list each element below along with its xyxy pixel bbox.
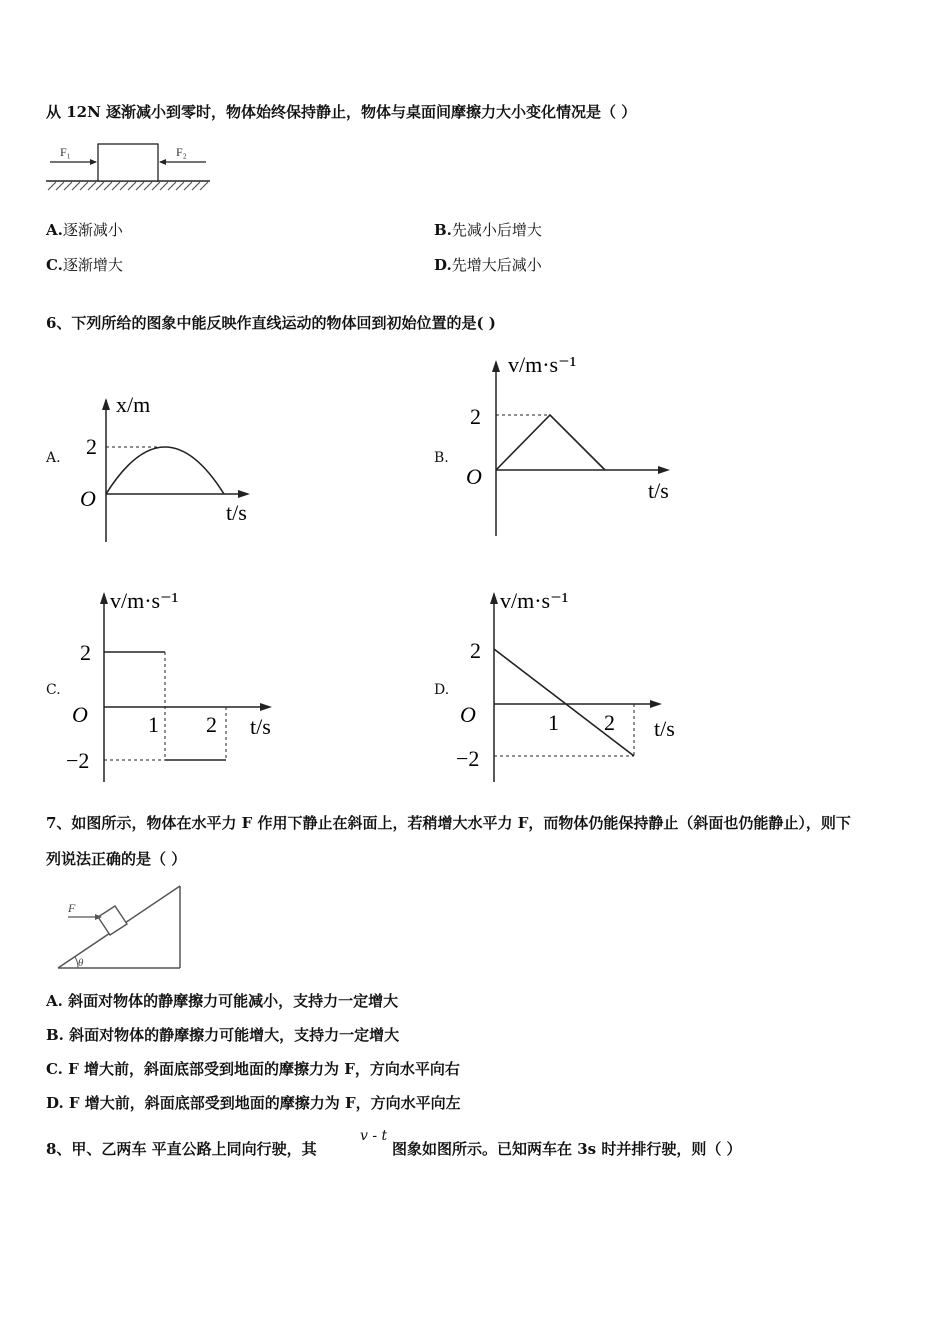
q6-graph-d-xlabel: t/s xyxy=(654,716,675,741)
q5-f2-arrow xyxy=(159,159,206,165)
q6-graph-a-label[interactable]: A. xyxy=(46,450,61,466)
q8-stem-part2: 图象如图所示。已知两车在 3s 时并排行驶，则（ ） xyxy=(392,1140,742,1158)
q5-option-a[interactable]: A.逐渐减小 xyxy=(46,221,123,239)
q6-graph-c-y-tick-pos: 2 xyxy=(80,640,91,665)
q6-graph-c-x-tick-1: 1 xyxy=(148,712,159,737)
q6-graph-a-y-tick: 2 xyxy=(86,434,97,459)
q8-vt-formula: v - t xyxy=(360,1128,388,1144)
q6-stem: 6、下列所给的图象中能反映作直线运动的物体回到初始位置的是( ) xyxy=(46,314,496,332)
q6-graph-d-ylabel: v/m·s⁻¹ xyxy=(500,588,569,613)
q6-graph-c-label[interactable]: C. xyxy=(46,682,61,698)
q6-graph-b-ylabel: v/m·s⁻¹ xyxy=(508,352,577,377)
q5-f2-label: F₂ xyxy=(176,145,187,159)
q6-graph-b-origin: O xyxy=(466,464,482,489)
q6-graph-b[interactable] xyxy=(460,350,680,540)
q8-stem-part1: 8、甲、乙两车 平直公路上同向行驶，其 xyxy=(46,1140,317,1158)
q5-block xyxy=(98,144,158,181)
q6-graph-d-label[interactable]: D. xyxy=(434,682,450,698)
q7-option-c[interactable]: C. F 增大前，斜面底部受到地面的摩擦力为 F，方向水平向右 xyxy=(46,1060,460,1078)
q6-graph-c-y-tick-neg: −2 xyxy=(66,748,90,773)
q6-graph-d[interactable] xyxy=(454,586,694,786)
q6-graph-c[interactable] xyxy=(64,586,304,786)
q6-graph-b-line xyxy=(496,415,605,470)
q6-graph-a-ylabel: x/m xyxy=(116,392,151,417)
q6-graph-d-origin: O xyxy=(460,702,476,727)
q5-stem: 从 12N 逐渐减小到零时，物体始终保持静止，物体与桌面间摩擦力大小变化情况是（ ） xyxy=(46,103,637,121)
q5-ground xyxy=(46,181,210,190)
q7-block xyxy=(98,906,127,935)
q7-angle-label: θ xyxy=(78,957,84,969)
q6-graph-a-curve xyxy=(106,447,224,494)
q6-graph-a-origin: O xyxy=(80,486,96,511)
q5-f1-arrow xyxy=(50,159,97,165)
q6-graph-b-label[interactable]: B. xyxy=(434,450,449,466)
q6-graph-a-xlabel: t/s xyxy=(226,500,247,525)
q7-force-label: F xyxy=(68,901,76,915)
q6-graph-b-y-tick: 2 xyxy=(470,404,481,429)
q6-graph-a[interactable] xyxy=(70,390,270,550)
q6-graph-d-x-tick-1: 1 xyxy=(548,710,559,735)
q5-force-diagram xyxy=(44,140,214,200)
q5-option-d[interactable]: D.先增大后减小 xyxy=(434,256,542,274)
q7-option-d[interactable]: D. F 增大前，斜面底部受到地面的摩擦力为 F，方向水平向左 xyxy=(46,1094,461,1112)
q6-graph-d-y-tick-neg: −2 xyxy=(456,746,480,771)
q6-graph-d-x-tick-2: 2 xyxy=(604,710,615,735)
q6-graph-c-origin: O xyxy=(72,702,88,727)
q7-option-b[interactable]: B. 斜面对物体的静摩擦力可能增大，支持力一定增大 xyxy=(46,1026,400,1044)
q6-graph-c-x-tick-2: 2 xyxy=(206,712,217,737)
q6-graph-c-xlabel: t/s xyxy=(250,714,271,739)
q5-option-b[interactable]: B.先减小后增大 xyxy=(434,221,542,239)
q7-stem-line2: 列说法正确的是（ ） xyxy=(46,850,187,868)
q6-graph-d-y-tick-pos: 2 xyxy=(470,638,481,663)
q5-f1-label: F₁ xyxy=(60,145,71,159)
q6-graph-d-line xyxy=(494,649,634,756)
q5-option-c[interactable]: C.逐渐增大 xyxy=(46,256,123,274)
q7-option-a[interactable]: A. 斜面对物体的静摩擦力可能减小，支持力一定增大 xyxy=(46,992,399,1010)
q7-stem-line1: 7、如图所示，物体在水平力 F 作用下静止在斜面上，若稍增大水平力 F，而物体仍能保持静止（斜面也仍能静止），则下 xyxy=(46,814,851,832)
q7-incline-diagram xyxy=(50,882,190,974)
q6-graph-c-ylabel: v/m·s⁻¹ xyxy=(110,588,179,613)
q6-graph-b-xlabel: t/s xyxy=(648,478,669,503)
